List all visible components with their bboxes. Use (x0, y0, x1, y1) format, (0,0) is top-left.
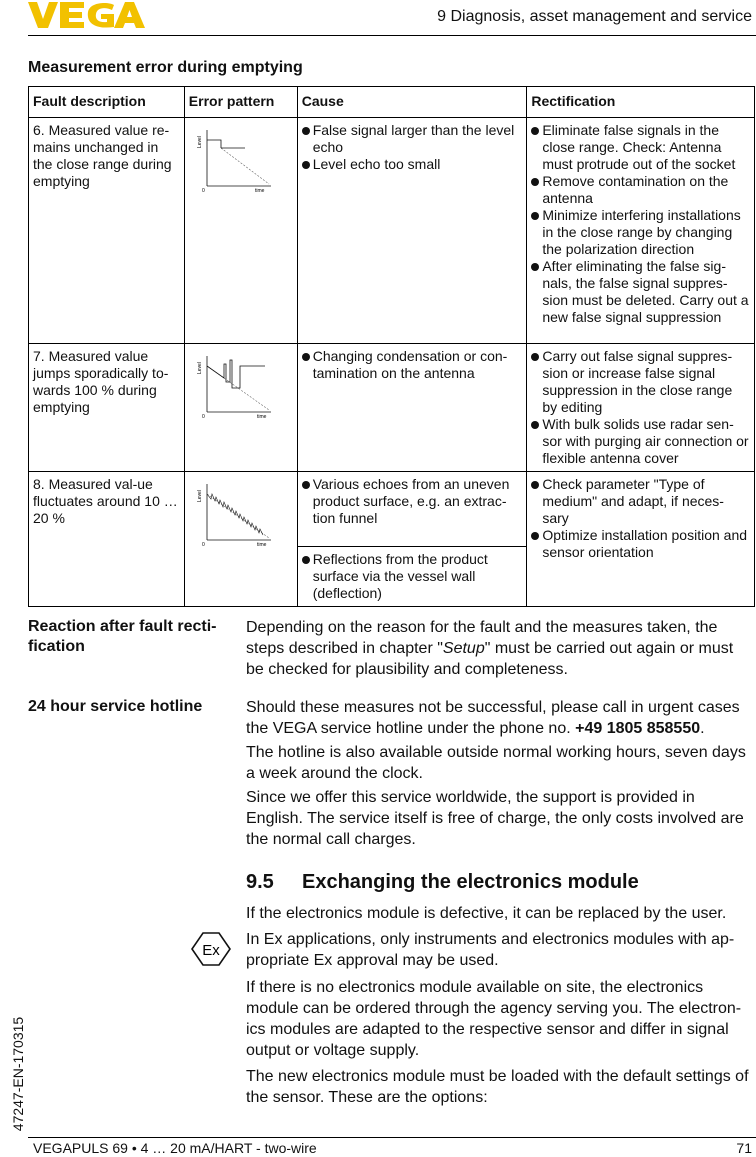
axis-label-time: time (256, 414, 267, 420)
vega-logo (28, 2, 146, 28)
fault-description: 7. Measured value jumps sporadically to-wards 100 % during emptying (29, 344, 185, 472)
page-number: 71 (736, 1140, 752, 1156)
fix-item: Carry out false signal suppres-sion or increase false signal suppression in the close range by editing (531, 348, 750, 416)
axis-origin: 0 (201, 542, 205, 548)
hotline-p1-b: . (700, 720, 705, 737)
setup-chapter-ref: Setup (442, 640, 485, 657)
axis-origin: 0 (201, 188, 205, 194)
error-pattern (184, 118, 297, 344)
header-rule (28, 35, 756, 36)
axis-label-level: Level (196, 136, 203, 148)
fix-item: Eliminate false signals in the close range. Check: Antenna must protrude out of the socket (531, 122, 750, 173)
section95-p1: If the electronics module is defective, it can be replaced by the user. (246, 905, 727, 922)
vega-logo-icon (28, 2, 146, 28)
hotline-label: 24 hour service hotline (28, 698, 203, 715)
section-number: 9.5 (246, 871, 274, 893)
axis-origin: 0 (201, 414, 205, 420)
error-pattern-chart-8 (197, 480, 273, 550)
fault-description: 8. Measured val-ue fluctuates around 10 … 20 % (29, 472, 185, 607)
fix-item: Minimize interfering installations in the close range by changing the polarization direction (531, 207, 750, 258)
axis-label-time: time (254, 188, 265, 194)
reaction-text-a: Depending on the reason for the fault and the measures taken, the steps described in chapter " (246, 619, 718, 657)
error-pattern-chart-6 (197, 126, 273, 196)
hotline-phone: +49 1805 858550 (575, 720, 701, 737)
col-header-fault: Fault description (29, 87, 185, 118)
section95-p3: If there is no electronics module available on site, the electronics module can be ordered through the agency serving you. The electron-ics modules are adapted to the respective sensor and differ in signal output or voltage supply. (246, 979, 742, 1059)
rectification-cell (527, 344, 755, 472)
cause-item: False signal larger than the level echo (302, 122, 523, 156)
hotline-p1 (246, 697, 754, 739)
hotline-p2: The hotline is also available outside normal working hours, seven days a week around the clock. (246, 744, 746, 782)
reaction-text-b: " must be carried out again or must be checked for plausibility and completeness. (246, 640, 734, 678)
error-pattern (184, 472, 297, 607)
table-row (29, 344, 755, 472)
axis-label-level: Level (196, 490, 203, 502)
table-header-row (29, 87, 755, 118)
fault-description: 6. Measured value re-mains unchanged in the close range during emptying (29, 118, 185, 344)
fix-item: With bulk solids use radar sen-sor with purging air connection or flexible antenna cover (531, 416, 750, 467)
fix-item: After eliminating the false sig-nals, the false signal suppres-sion must be deleted. Carry out a new false signal suppression (531, 258, 750, 326)
cause-item: Level echo too small (302, 156, 523, 173)
fault-table (28, 86, 755, 607)
rectification-cell (527, 118, 755, 344)
fix-item: Check parameter "Type of medium" and adapt, if neces-sary (531, 476, 750, 527)
ex-hazard-icon (191, 932, 231, 971)
col-header-pattern: Error pattern (184, 87, 297, 118)
header-section-title: 9 Diagnosis, asset management and service (437, 8, 752, 25)
fix-item: Optimize installation position and sensor orientation (531, 527, 750, 561)
cause-cell (297, 344, 527, 472)
footer-product: VEGAPULS 69 • 4 … 20 mA/HART - two-wire (33, 1140, 317, 1156)
fix-item: Remove contamination on the antenna (531, 173, 750, 207)
cause-item: Various echoes from an uneven product surface, e.g. an extrac-tion funnel (302, 476, 523, 527)
cause-cell (297, 547, 527, 607)
cause-item: Reflections from the product surface via the vessel wall (deflection) (302, 551, 523, 602)
error-pattern (184, 344, 297, 472)
document-id: 47247-EN-170315 (10, 1016, 26, 1132)
reaction-text (246, 617, 754, 680)
cause-item: Changing condensation or con-tamination on the antenna (302, 348, 523, 382)
section95-p4: The new electronics module must be loaded with the default settings of the sensor. These are the options: (246, 1068, 749, 1106)
rectification-cell (527, 472, 755, 607)
col-header-cause: Cause (297, 87, 527, 118)
section-heading-9-5 (246, 871, 639, 894)
section95-p2: In Ex applications, only instruments and electronics modules with ap-propriate Ex approval may be used. (246, 931, 735, 969)
col-header-rectification: Rectification (527, 87, 755, 118)
ex-icon-label: Ex (202, 942, 220, 959)
error-pattern-chart-7 (197, 352, 273, 422)
hotline-p3: Since we offer this service worldwide, the support is provided in English. The service itself is free of charge, the only costs involved are the normal call charges. (246, 789, 744, 848)
axis-label-time: time (256, 542, 267, 548)
footer-rule (28, 1137, 756, 1138)
hotline-p1-a: Should these measures not be successful, please call in urgent cases the VEGA service hotline under the phone no. (246, 699, 740, 737)
section-title: Measurement error during emptying (28, 59, 303, 76)
cause-cell (297, 118, 527, 344)
axis-label-level: Level (196, 362, 203, 374)
section-heading-text: Exchanging the electronics module (302, 871, 639, 893)
table-row (29, 118, 755, 344)
cause-cell (297, 472, 527, 547)
table-row (29, 472, 755, 547)
reaction-label: Reaction after fault recti-fication (28, 618, 217, 655)
